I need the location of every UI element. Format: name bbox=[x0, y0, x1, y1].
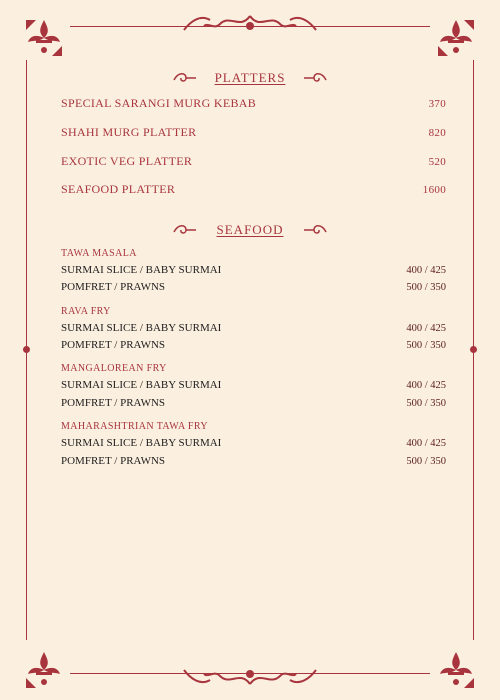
subsection-heading: MAHARASHTRIAN TAWA FRY bbox=[61, 421, 209, 432]
menu-item bbox=[61, 96, 446, 111]
item-price: 1600 bbox=[422, 184, 446, 196]
scroll-ornament-icon bbox=[180, 660, 320, 690]
frame-dot-left bbox=[23, 346, 30, 353]
menu-item bbox=[61, 322, 446, 334]
subsection-heading: MANGALOREAN FRY bbox=[61, 363, 167, 374]
item-price: 500 / 350 bbox=[406, 340, 446, 351]
item-price: 370 bbox=[428, 98, 446, 110]
item-price: 400 / 425 bbox=[406, 438, 446, 449]
frame-dot-right bbox=[470, 346, 477, 353]
item-name: POMFRET / PRAWNS bbox=[61, 397, 166, 409]
subsection-heading: TAWA MASALA bbox=[61, 248, 137, 259]
menu-item bbox=[61, 455, 446, 467]
item-name: SURMAI SLICE / BABY SURMAI bbox=[61, 437, 222, 449]
item-name: SURMAI SLICE / BABY SURMAI bbox=[61, 379, 222, 391]
fleur-de-lis-corner-icon bbox=[22, 16, 66, 60]
item-price: 400 / 425 bbox=[406, 265, 446, 276]
fleur-de-lis-corner-icon bbox=[434, 648, 478, 692]
menu-item bbox=[61, 281, 446, 293]
menu-item bbox=[61, 125, 446, 140]
menu-item bbox=[61, 182, 446, 197]
fleur-de-lis-corner-icon bbox=[22, 648, 66, 692]
item-name: SPECIAL SARANGI MURG KEBAB bbox=[61, 96, 257, 110]
menu-item bbox=[61, 154, 446, 169]
menu-item bbox=[61, 397, 446, 409]
item-name: SURMAI SLICE / BABY SURMAI bbox=[61, 264, 222, 276]
fleur-de-lis-corner-icon bbox=[434, 16, 478, 60]
item-name: SEAFOOD PLATTER bbox=[61, 182, 176, 196]
menu-item bbox=[61, 379, 446, 391]
section-title-platters: PLATTERS bbox=[214, 70, 286, 85]
swirl-icon bbox=[302, 70, 328, 84]
item-price: 820 bbox=[428, 127, 446, 139]
menu-item bbox=[61, 437, 446, 449]
item-price: 400 / 425 bbox=[406, 323, 446, 334]
item-name: SHAHI MURG PLATTER bbox=[61, 125, 197, 139]
menu-item bbox=[61, 339, 446, 351]
item-name: POMFRET / PRAWNS bbox=[61, 455, 166, 467]
item-name: POMFRET / PRAWNS bbox=[61, 339, 166, 351]
menu-item bbox=[61, 264, 446, 276]
item-name: EXOTIC VEG PLATTER bbox=[61, 154, 193, 168]
subsection-heading: RAVA FRY bbox=[61, 306, 111, 317]
section-title-seafood: SEAFOOD bbox=[216, 222, 284, 237]
item-price: 400 / 425 bbox=[406, 380, 446, 391]
item-name: POMFRET / PRAWNS bbox=[61, 281, 166, 293]
item-price: 500 / 350 bbox=[406, 456, 446, 467]
item-name: SURMAI SLICE / BABY SURMAI bbox=[61, 322, 222, 334]
item-price: 500 / 350 bbox=[406, 398, 446, 409]
item-price: 520 bbox=[428, 156, 446, 168]
item-price: 500 / 350 bbox=[406, 282, 446, 293]
scroll-ornament-icon bbox=[180, 10, 320, 40]
swirl-icon bbox=[302, 222, 328, 236]
